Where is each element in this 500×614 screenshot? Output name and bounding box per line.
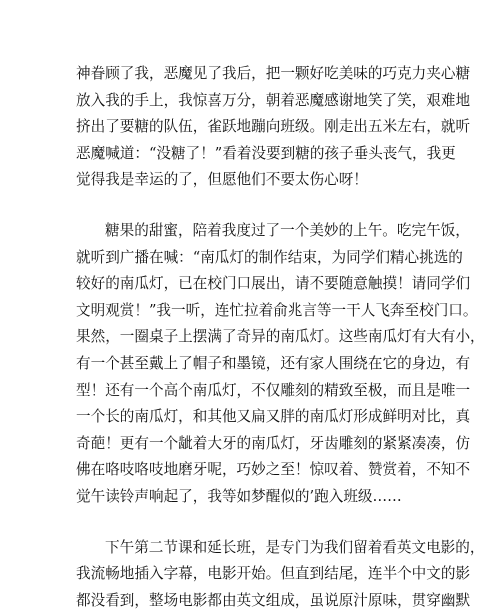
text-line: 放入我的手上，我惊喜万分，朝着恶魔感谢地笑了笑，艰难地 — [76, 88, 416, 115]
text-line: 文明观赏！”我一听，连忙拉着俞兆言等一干人飞奔至校门口。 — [76, 298, 416, 325]
text-line: 神眷顾了我，恶魔见了我后，把一颗好吃美味的巧克力夹心糖 — [76, 61, 416, 88]
paragraph-1 — [76, 61, 416, 194]
text-line: 一个长的南瓜灯，和其他又扁又胖的南瓜灯形成鲜明对比，真 — [76, 404, 416, 431]
paragraph-2 — [76, 218, 416, 511]
text-line: 糖果的甜蜜，陪着我度过了一个美妙的上午。吃完午饭， — [76, 218, 416, 245]
text-line: 果然，一圈桌子上摆满了奇异的南瓜灯。这些南瓜灯有大有小， — [76, 324, 416, 351]
text-line: 佛在咯吱咯吱地磨牙呢，巧妙之至！惊叹着、赞赏着，不知不 — [76, 457, 416, 484]
text-line: 觉得我是幸运的了，但愿他们不要太伤心呀！ — [76, 167, 416, 194]
paragraph-3 — [76, 535, 416, 614]
text-line: 都没看到，整场电影都由英文组成，虽说原汁原味，贯穿幽默 — [76, 588, 416, 614]
text-line: 我流畅地插入字幕，电影开始。但直到结尾，连半个中文的影 — [76, 561, 416, 588]
text-line: 有一个甚至戴上了帽子和墨镜，还有家人围绕在它的身边，有 — [76, 351, 416, 378]
text-line: 就听到广播在喊：“南瓜灯的制作结束，为同学们精心挑选的 — [76, 245, 416, 272]
text-line: 下午第二节课和延长班，是专门为我们留着看英文电影的， — [76, 535, 416, 562]
text-line: 觉午读铃声响起了，我等如梦醒似的’跑入班级…… — [76, 484, 416, 511]
text-line: 较好的南瓜灯，已在校门口展出，请不要随意触摸！请同学们 — [76, 271, 416, 298]
text-line: 型！还有一个高个南瓜灯，不仅雕刻的精致至极，而且是唯一 — [76, 378, 416, 405]
text-line: 奇葩！更有一个龇着大牙的南瓜灯，牙齿雕刻的紧紧凑凑，仿 — [76, 431, 416, 458]
text-line: 挤出了要糖的队伍，雀跃地蹦向班级。刚走出五米左右，就听 — [76, 114, 416, 141]
paragraph-spacer — [76, 511, 416, 535]
text-line: 恶魔喊道：“没糖了！”看着没要到糖的孩子垂头丧气，我更 — [76, 141, 416, 168]
article-body — [76, 61, 416, 614]
paragraph-spacer — [76, 194, 416, 218]
